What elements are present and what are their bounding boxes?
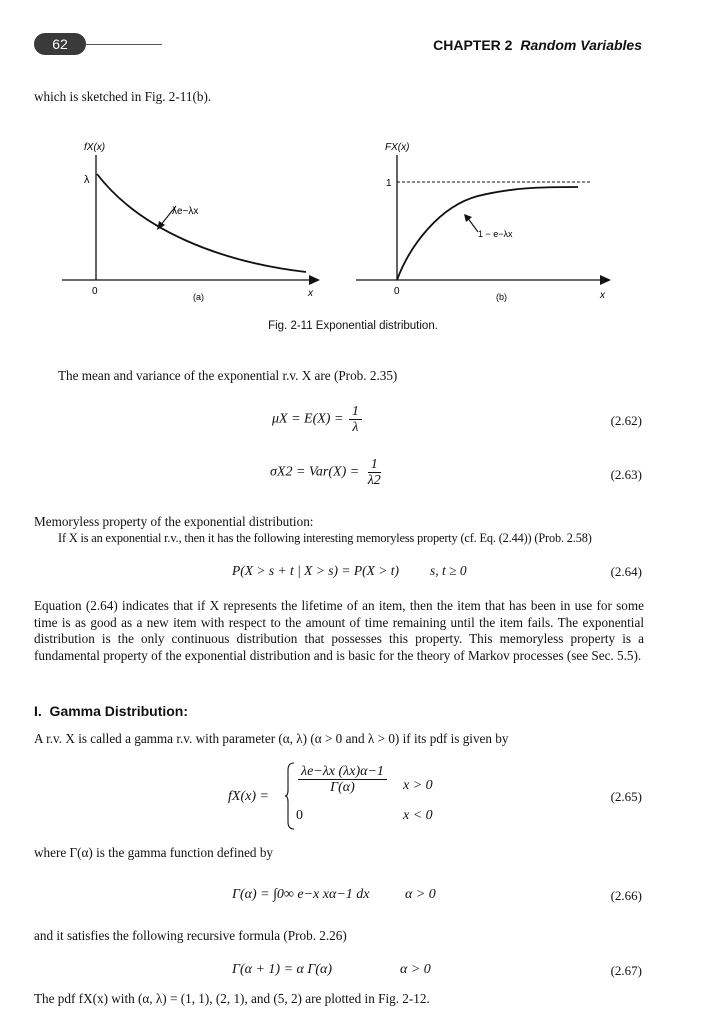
gamma-heading: I. Gamma Distribution: — [34, 703, 189, 719]
page-number: 62 — [52, 36, 68, 52]
equation-2-67: Γ(α + 1) = α Γ(α) — [232, 962, 333, 977]
memoryless-paragraph: Equation (2.64) indicates that if X represents the lifetime of an item, then the item that has been in use for some time is as good as a new item with respect to the amount of time remaining until the item fails. The exponential distribution is the only continuous distribution that possesses this property. This memoryless property is a fundamental property of the exponential distribution and is basic for the theory of Markov processes (see Sec. 5.5). — [34, 598, 644, 663]
gamma-function-intro: where Γ(α) is the gamma function defined by — [34, 845, 274, 860]
eq-2-65-cond1: x > 0 — [403, 778, 433, 793]
eq-2-65-den: Γ(α) — [330, 780, 355, 795]
eq-2-63-den: λ2 — [367, 473, 381, 488]
eq-2-65-number: (2.65) — [610, 789, 642, 804]
eq-2-62-den: λ — [352, 420, 359, 435]
intro-line: which is sketched in Fig. 2-11(b). — [34, 89, 212, 104]
eq-2-67-condition: α > 0 — [400, 962, 431, 977]
figure-2-11 — [0, 130, 706, 340]
equation-2-63 — [270, 457, 384, 488]
last-line: The pdf fX(x) with (α, λ) = (1, 1), (2, 1), and (5, 2) are plotted in Fig. 2-12. — [34, 991, 430, 1006]
eq-2-65-num: λe−λx (λx)α−1 — [298, 764, 387, 780]
eq-2-64-number: (2.64) — [610, 564, 642, 579]
eq-2-63-num: 1 — [368, 457, 381, 473]
chapter-label: CHAPTER 2 — [433, 37, 513, 53]
panel-b-label: (b) — [496, 292, 507, 302]
eq-2-66-number: (2.66) — [610, 888, 642, 903]
eq-2-65-zero: 0 — [296, 808, 303, 823]
running-header — [433, 37, 642, 53]
right-xlabel: x — [600, 290, 605, 301]
lambda-tick: λ — [84, 174, 90, 186]
equation-2-66: Γ(α) = ∫0∞ e−x xα−1 dx — [232, 887, 370, 902]
eq-2-65-brace — [284, 762, 296, 830]
eq-2-65-lhs: fX(x) = — [228, 789, 269, 804]
eq-2-65-cond2: x < 0 — [403, 808, 433, 823]
one-tick: 1 — [386, 178, 392, 189]
gamma-intro: A r.v. X is called a gamma r.v. with parameter (α, λ) (α > 0 and λ > 0) if its pdf is given by — [34, 731, 509, 746]
right-ylabel: FX(x) — [385, 142, 410, 153]
memoryless-text: If X is an exponential r.v., then it has the following interesting memoryless property (cf. Eq. (2.44)) (Prob. 2.58) — [58, 531, 592, 545]
left-ylabel: fX(x) — [84, 142, 106, 153]
eq-2-65-fraction — [296, 764, 387, 795]
right-origin: 0 — [394, 286, 400, 297]
left-x-arrow — [309, 275, 320, 285]
chapter-title: Random Variables — [520, 37, 642, 53]
equation-2-64: P(X > s + t | X > s) = P(X > t) — [232, 563, 399, 578]
figure-caption: Fig. 2-11 Exponential distribution. — [268, 320, 438, 332]
right-x-arrow — [600, 275, 611, 285]
left-xlabel: x — [308, 288, 313, 299]
eq-2-62-number: (2.62) — [610, 413, 642, 428]
memoryless-heading: Memoryless property of the exponential distribution: — [34, 514, 314, 529]
left-origin: 0 — [92, 286, 98, 297]
cdf-annotation: 1 − e−λx — [478, 229, 513, 239]
equation-2-62 — [272, 404, 362, 435]
cdf-pointer-head — [464, 214, 472, 222]
eq-2-63-number: (2.63) — [610, 467, 642, 482]
panel-a-label: (a) — [193, 292, 204, 302]
pdf-curve — [97, 174, 306, 272]
eq-2-62-lhs: μX = E(X) = — [272, 411, 344, 427]
eq-2-64-condition: s, t ≥ 0 — [430, 563, 467, 578]
eq-2-63-lhs: σX2 = Var(X) = — [270, 464, 360, 480]
header-rule — [86, 44, 162, 45]
pdf-annotation: λe−λx — [172, 206, 199, 217]
eq-2-67-number: (2.67) — [610, 963, 642, 978]
mean-variance-intro: The mean and variance of the exponential r.v. X are (Prob. 2.35) — [58, 368, 398, 383]
eq-2-62-num: 1 — [349, 404, 362, 420]
eq-2-66-condition: α > 0 — [405, 887, 436, 902]
recursive-intro: and it satisfies the following recursive formula (Prob. 2.26) — [34, 928, 347, 943]
